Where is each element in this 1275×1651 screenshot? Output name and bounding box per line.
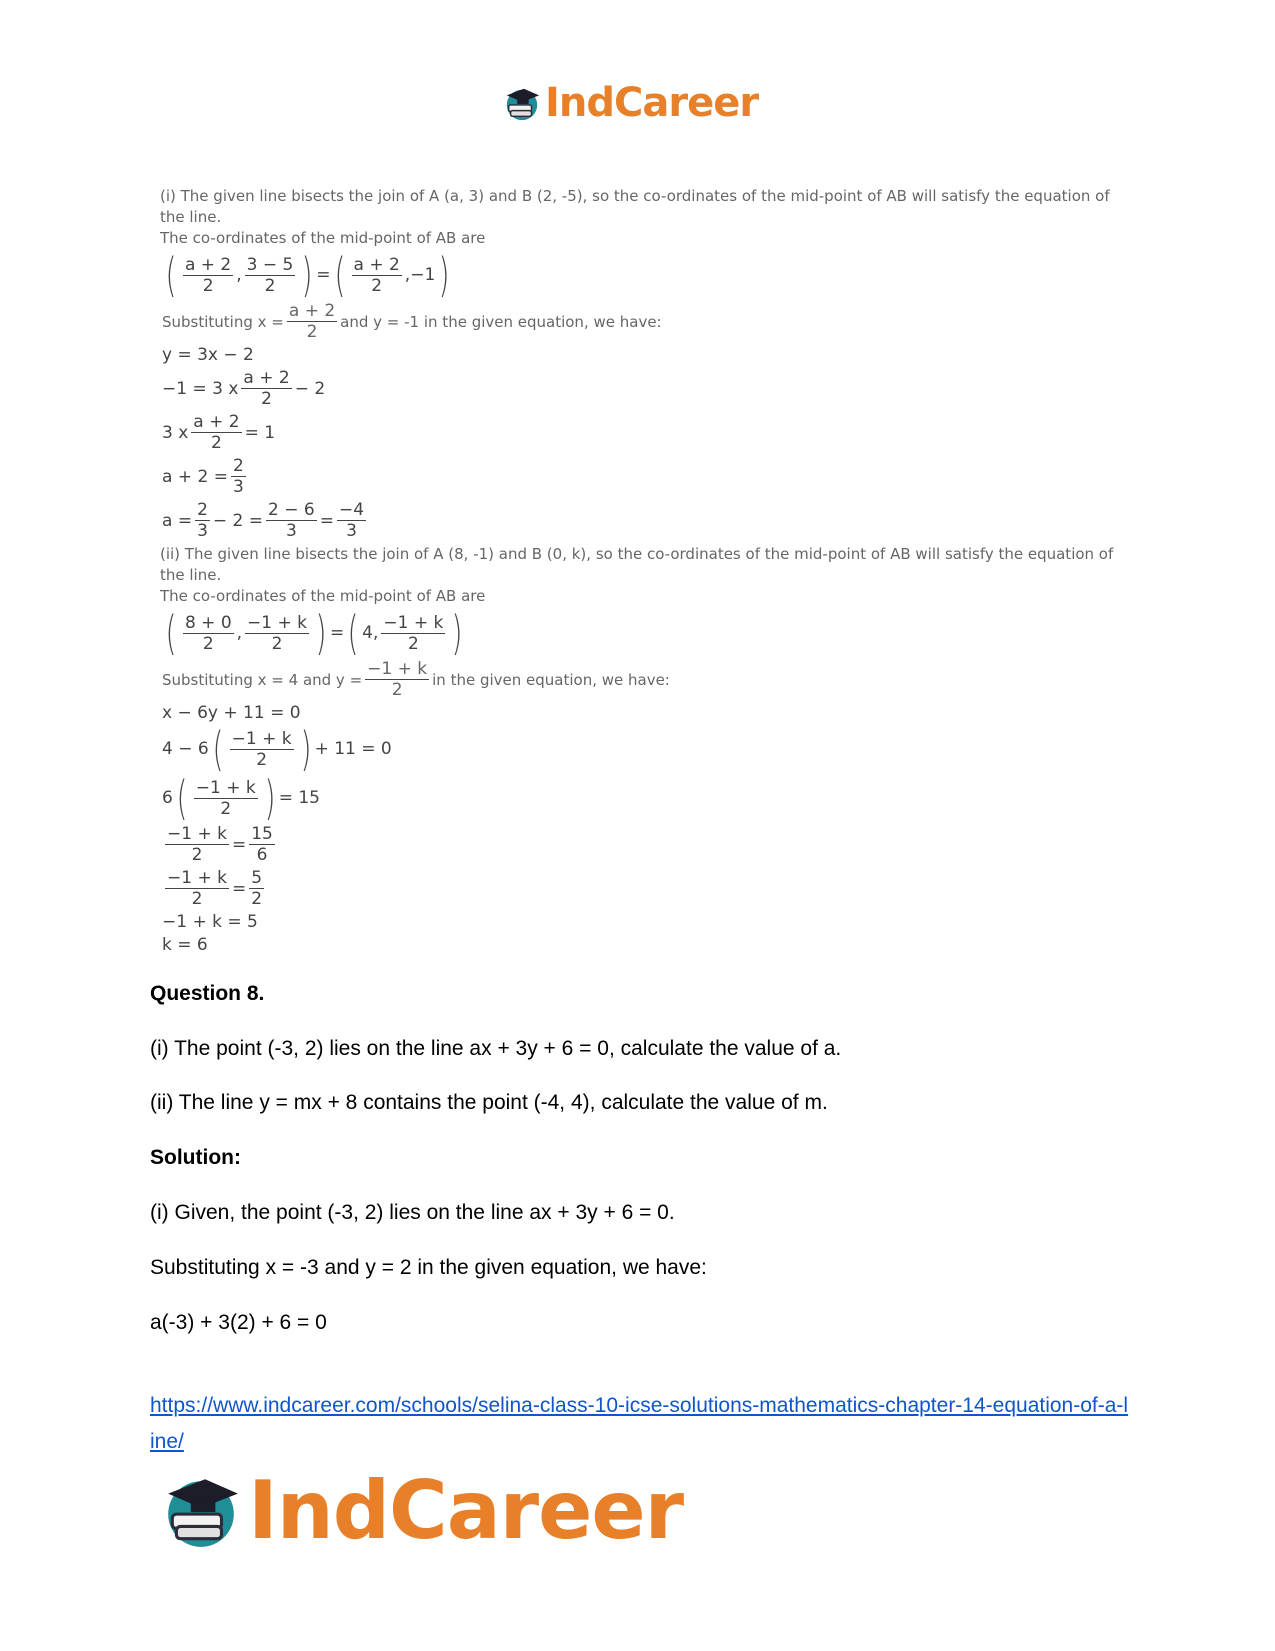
graduation-cap-book-globe-icon xyxy=(160,1469,242,1551)
solution-line-2: Substituting x = -3 and y = 2 in the given equation, we have: xyxy=(150,1256,707,1279)
p1-line2: −1 = 3 x $\frac{a + 2}{2}$ − 2 xyxy=(162,368,326,409)
part2-intro: (ii) The given line bisects the join of A (8, -1) and B (0, k), so the co-ordinates of the mid-point of AB will satisfy the equation of the line. xyxy=(160,545,1114,584)
part1-intro2: The co-ordinates of the mid-point of AB are xyxy=(160,229,486,247)
p2-line4: $\frac{-1 + k}{2}$ = $\frac{15}{6}$ xyxy=(167,824,273,865)
question-heading: Question 8. xyxy=(150,982,265,1005)
p2-line7: k = 6 xyxy=(162,935,208,955)
question-part-2: (ii) The line y = mx + 8 contains the point (-4, 4), calculate the value of m. xyxy=(150,1091,828,1114)
p1-line3: 3 x $\frac{a + 2}{2}$ = 1 xyxy=(162,412,276,453)
question-part-1: (i) The point (-3, 2) lies on the line ax + 3y + 6 = 0, calculate the value of a. xyxy=(150,1037,842,1060)
p1-line5: a = $\frac{2}{3}$ − 2 = $\frac{2 - 6}{3}$ = $\frac{-4}{3}$ xyxy=(162,500,365,541)
source-link[interactable]: https://www.indcareer.com/schools/selina-class-10-icse-solutions-mathematics-chapter-14-equation-of-a-line/ xyxy=(150,1394,1129,1453)
p2-line3: 6 ( $\frac{-1 + k}{2}$ ) = 15 xyxy=(162,771,320,825)
solution-line-1: (i) Given, the point (-3, 2) lies on the line ax + 3y + 6 = 0. xyxy=(150,1201,675,1224)
solution-line-3: a(-3) + 3(2) + 6 = 0 xyxy=(150,1311,327,1334)
p1-substituting: Substituting x = $\frac{a + 2}{2}$ and y = -1 in the given equation, we have: xyxy=(162,301,662,342)
p2-line1: x − 6y + 11 = 0 xyxy=(162,703,301,723)
header-logo xyxy=(503,78,758,128)
p2-midpoint: ( $\frac{8 + 0}{2}$ , $\frac{-1 + k}{2}$ ) = ( 4, $\frac{-1 + k}{2}$ ) xyxy=(165,606,463,660)
p2-line6: −1 + k = 5 xyxy=(162,912,258,932)
p1-line4: a + 2 = $\frac{2}{3}$ xyxy=(162,456,244,497)
brand-name-large: IndCareer xyxy=(248,1463,684,1557)
p2-substituting: Substituting x = 4 and y = $\frac{-1 + k}{2}$ in the given equation, we have: xyxy=(162,659,670,700)
p1-midpoint: ( $\frac{a + 2}{2}$ , $\frac{3 - 5}{2}$ ) = ( $\frac{a + 2}{2}$ ,−1 ) xyxy=(165,248,450,302)
solution-heading: Solution: xyxy=(150,1146,241,1169)
p2-line2: 4 − 6 ( $\frac{-1 + k}{2}$ ) + 11 = 0 xyxy=(162,722,392,776)
brand-name: IndCareer xyxy=(545,80,759,126)
footer-logo xyxy=(160,1465,683,1555)
part2-intro2: The co-ordinates of the mid-point of AB are xyxy=(160,587,486,605)
p2-line5: $\frac{-1 + k}{2}$ = $\frac{5}{2}$ xyxy=(167,868,263,909)
p1-line1: y = 3x − 2 xyxy=(162,345,254,365)
graduation-cap-book-globe-icon xyxy=(503,84,541,122)
part1-intro: (i) The given line bisects the join of A (a, 3) and B (2, -5), so the co-ordinates of the mid-point of AB will satisfy the equation of the line. xyxy=(160,187,1110,226)
scanned-solution xyxy=(160,186,1120,958)
